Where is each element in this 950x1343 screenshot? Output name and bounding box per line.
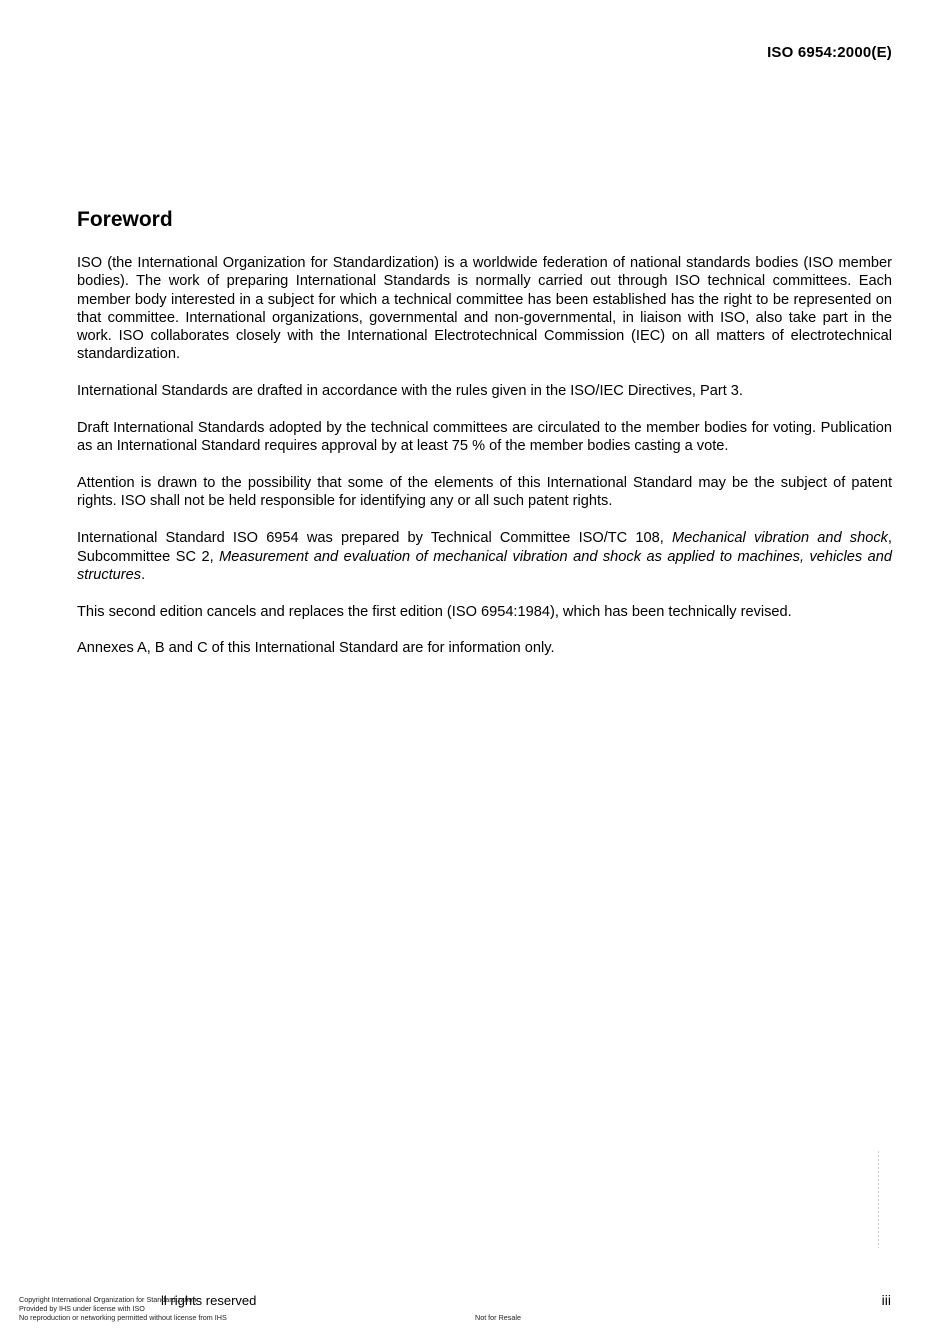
foreword-section — [77, 208, 892, 676]
committee-title-italic: Mechanical vibration and shock — [671, 530, 888, 547]
foreword-paragraph-6: This second edition cancels and replaces the first edition (ISO 6954:1984), which has been technically revised. — [77, 603, 792, 620]
copyright-notice — [19, 1295, 227, 1323]
copyright-line-1: Copyright International Organization for Standardization — [19, 1295, 197, 1304]
copyright-line-2: Provided by IHS under license with ISO — [19, 1304, 145, 1314]
foreword-paragraph-3: Draft International Standards adopted by the technical committees are circulated to the member bodies for voting. Publication as an International Standard requires approval by at least 75 % of the member bodies casting a vote. — [77, 420, 892, 455]
foreword-paragraph-4: Attention is drawn to the possibility that some of the elements of this International Standard may be the subject of patent rights. ISO shall not be held responsible for identifying any or all such patent rights. — [77, 475, 892, 510]
document-id-header: ISO 6954:2000(E) — [767, 44, 892, 61]
p5-text-3: . — [141, 566, 146, 583]
foreword-paragraph-2: International Standards are drafted in accordance with the rules given in the ISO/IEC Directives, Part 3. — [77, 383, 743, 400]
foreword-paragraph-7: Annexes A, B and C of this International Standard are for information only. — [77, 640, 555, 657]
page-number: iii — [881, 1292, 891, 1308]
copyright-line-3: No reproduction or networking permitted without license from IHS — [19, 1313, 227, 1323]
p5-text-2: , Subcommittee SC 2, — [77, 530, 892, 565]
margin-dot-marks — [877, 1150, 880, 1248]
rights-reserved-text: ll rights reserved — [161, 1293, 257, 1308]
foreword-paragraph-1: ISO (the International Organization for Standardization) is a worldwide federation of national standards bodies (ISO member bodies). The work of preparing International Standards is normally carried out through ISO technical committees. Each member body interested in a subject for which a technical committee has been established has the right to be represented on that committee. International organizations, governmental and non-governmental, in liaison with ISO, also take part in the work. ISO collaborates closely with the International Electrotechnical Commission (IEC) on all matters of electrotechnical standardization. — [77, 255, 892, 363]
foreword-paragraph-5 — [77, 529, 892, 584]
subcommittee-title-italic: Measurement and evaluation of mechanical vibration and shock as applied to machines, vehicles and structures — [77, 548, 892, 583]
foreword-title: Foreword — [77, 208, 173, 231]
p5-text-1: International Standard ISO 6954 was prepared by Technical Committee ISO/TC 108, — [77, 530, 672, 547]
not-for-resale-notice: Not for Resale — [475, 1313, 521, 1322]
